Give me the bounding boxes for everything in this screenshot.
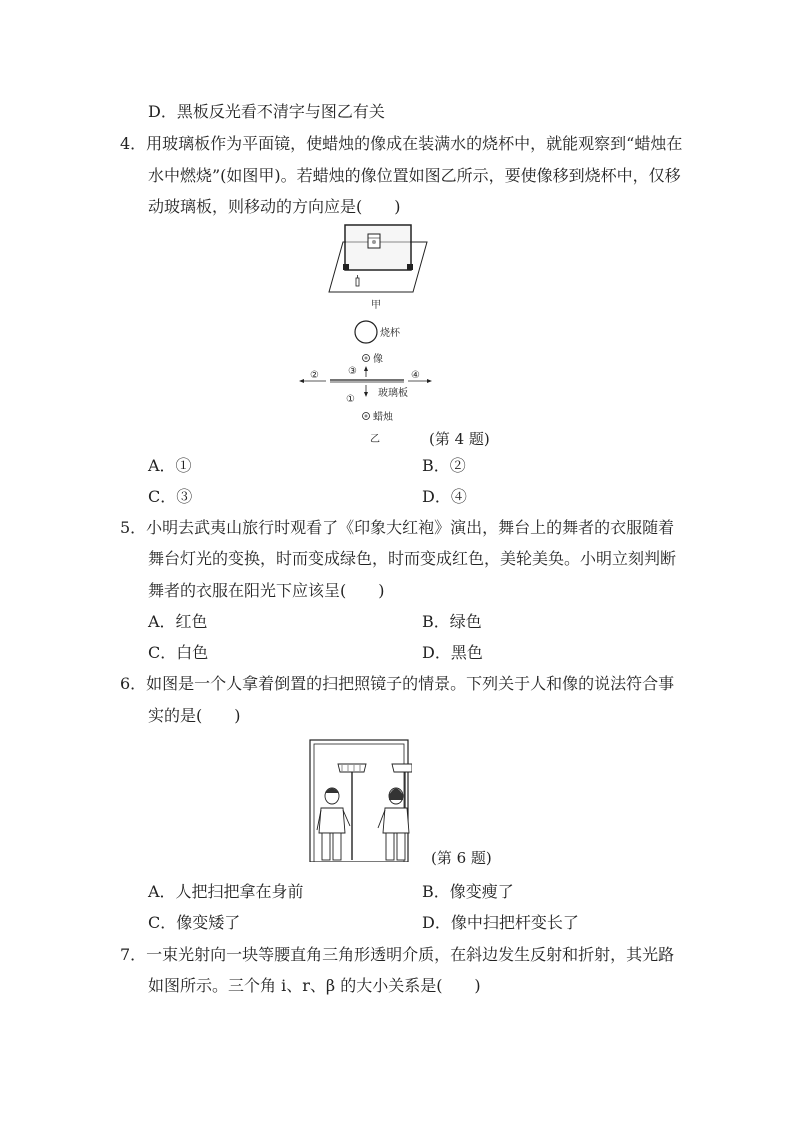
q4-text-line3: 动玻璃板，则移动的方向应是( ) xyxy=(148,197,401,216)
q4-caption: (第 4 题) xyxy=(429,430,490,448)
fig-label-jia: 甲 xyxy=(371,300,381,311)
q6-option-c: C．像变矮了 xyxy=(148,913,241,932)
person-figure xyxy=(317,788,350,860)
marker-4: ④ xyxy=(411,370,420,381)
label-glass: 玻璃板 xyxy=(378,388,408,399)
q5-text-line3: 舞者的衣服在阳光下应该呈( ) xyxy=(148,581,385,600)
marker-1: ① xyxy=(346,394,355,405)
q4-option-a: A．① xyxy=(148,456,192,475)
q5-option-b: B．绿色 xyxy=(422,612,482,631)
label-beaker: 烧杯 xyxy=(380,328,400,339)
beaker-circle xyxy=(355,321,377,343)
q6-text-line2: 实的是( ) xyxy=(148,706,241,725)
q3-option-d: D．黑板反光看不清字与图乙有关 xyxy=(148,102,385,121)
q6-caption: (第 6 题) xyxy=(431,849,492,867)
marker-2: ② xyxy=(310,370,319,381)
label-candle: 蜡烛 xyxy=(373,412,393,423)
label-image: 像 xyxy=(373,354,383,365)
q4-option-b: B．② xyxy=(422,456,466,475)
q5-option-a: A．红色 xyxy=(148,612,208,631)
q6-text-line1: 6．如图是一个人拿着倒置的扫把照镜子的情景。下列关于人和像的说法符合事 xyxy=(120,674,675,693)
q4-text-line2: 水中燃烧”(如图甲)。若蜡烛的像位置如图乙所示，要使像移到烧杯中，仅移 xyxy=(148,166,681,185)
figure-jia xyxy=(325,222,430,314)
plate-foot-right xyxy=(407,264,413,270)
q7-text-line1: 7．一束光射向一块等腰直角三角形透明介质，在斜边发生反射和折射，其光路 xyxy=(120,945,675,964)
figure-yi xyxy=(296,316,436,446)
marker-3: ③ xyxy=(348,366,357,377)
plate-foot-left xyxy=(343,264,349,270)
q7-text-line2: 如图所示。三个角 i、r、β 的大小关系是( ) xyxy=(148,976,481,995)
q6-option-a: A．人把扫把拿在身前 xyxy=(148,882,304,901)
fig-label-yi: 乙 xyxy=(370,434,380,445)
q5-text-line2: 舞台灯光的变换，时而变成绿色，时而变成红色，美轮美奂。小明立刻判断 xyxy=(148,549,677,568)
q4-option-d: D．④ xyxy=(422,487,467,506)
q6-option-b: B．像变瘦了 xyxy=(422,882,514,901)
q5-option-d: D．黑色 xyxy=(422,643,483,662)
candle-shape xyxy=(356,278,359,286)
q5-text-line1: 5．小明去武夷山旅行时观看了《印象大红袍》演出，舞台上的舞者的衣服随着 xyxy=(120,518,675,537)
figure-mirror-scene xyxy=(308,738,412,862)
q5-option-c: C．白色 xyxy=(148,643,209,662)
q6-option-d: D．像中扫把杆变长了 xyxy=(422,913,579,932)
q4-text-line1: 4．用玻璃板作为平面镜，使蜡烛的像成在装满水的烧杯中，就能观察到“蜡烛在 xyxy=(120,134,683,153)
q4-option-c: C．③ xyxy=(148,487,193,506)
